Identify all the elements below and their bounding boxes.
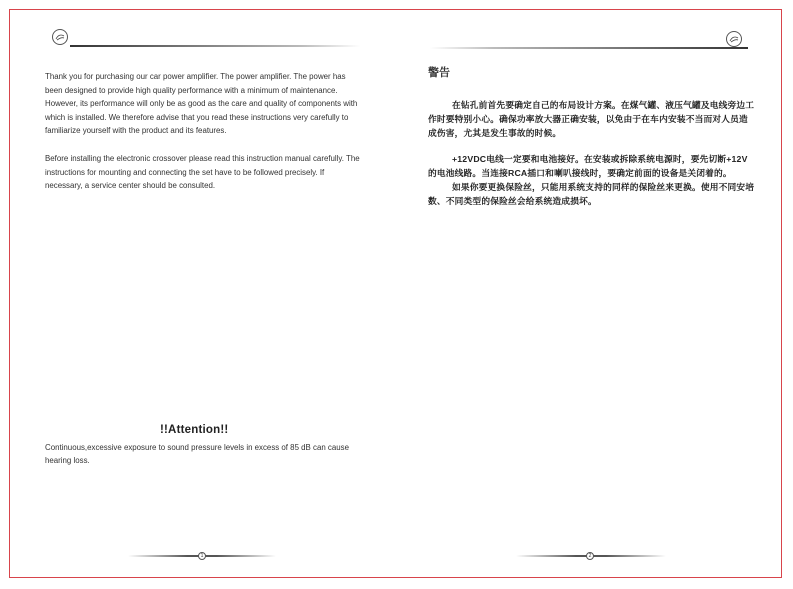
intro-text: [45, 70, 363, 193]
warning-paragraph: +12VDC电线一定要和电池接好。在安装或拆除系统电源时，要先切断+12V的电池线路。当连接RCA插口和喇叭接线时，要确定前面的设备是关闭着的。: [428, 154, 748, 179]
page-number: 1: [198, 552, 206, 560]
warning-paragraph: 在钻孔前首先要确定自己的布局设计方案。在煤气罐、液压气罐及电线旁边工作时要特别小心。确保功率放大器正确安装，以免由于在车内安装不当而对人员造成伤害，尤其是发生事故的时候。: [428, 100, 755, 138]
warning-text: [428, 99, 756, 209]
warning-paragraph: 如果你要更换保险丝，只能用系统支持的同样的保险丝来更换。使用不同安培数、不同类型的保险丝会给系统造成损坏。: [428, 181, 755, 206]
warning-title: 警告: [428, 67, 450, 79]
brand-logo-icon: [52, 29, 68, 45]
header-rule: [70, 45, 360, 47]
intro-paragraph: Thank you for purchasing our car power amplifier. The power amplifier. The power has been designed to provide high quality performance with a minimum of maintenance. However, its performance will only be as good as the care and quality of components with which is installed. We therefore advise that you read these instructions very carefully to familiarize yourself with the product and its features.: [45, 72, 358, 136]
attention-text: Continuous,excessive exposure to sound pressure levels in excess of 85 dB can cause hearing loss.: [45, 443, 349, 465]
attention-title: !!Attention!!: [160, 424, 229, 436]
page-number: 2: [586, 552, 594, 560]
header-rule: [430, 47, 748, 49]
intro-paragraph: Before installing the electronic crossover please read this instruction manual carefully. The instructions for mounting and connecting the set have to be followed precisely. If necessary, a service center should be consulted.: [45, 153, 360, 191]
brand-logo-icon: [726, 31, 742, 47]
